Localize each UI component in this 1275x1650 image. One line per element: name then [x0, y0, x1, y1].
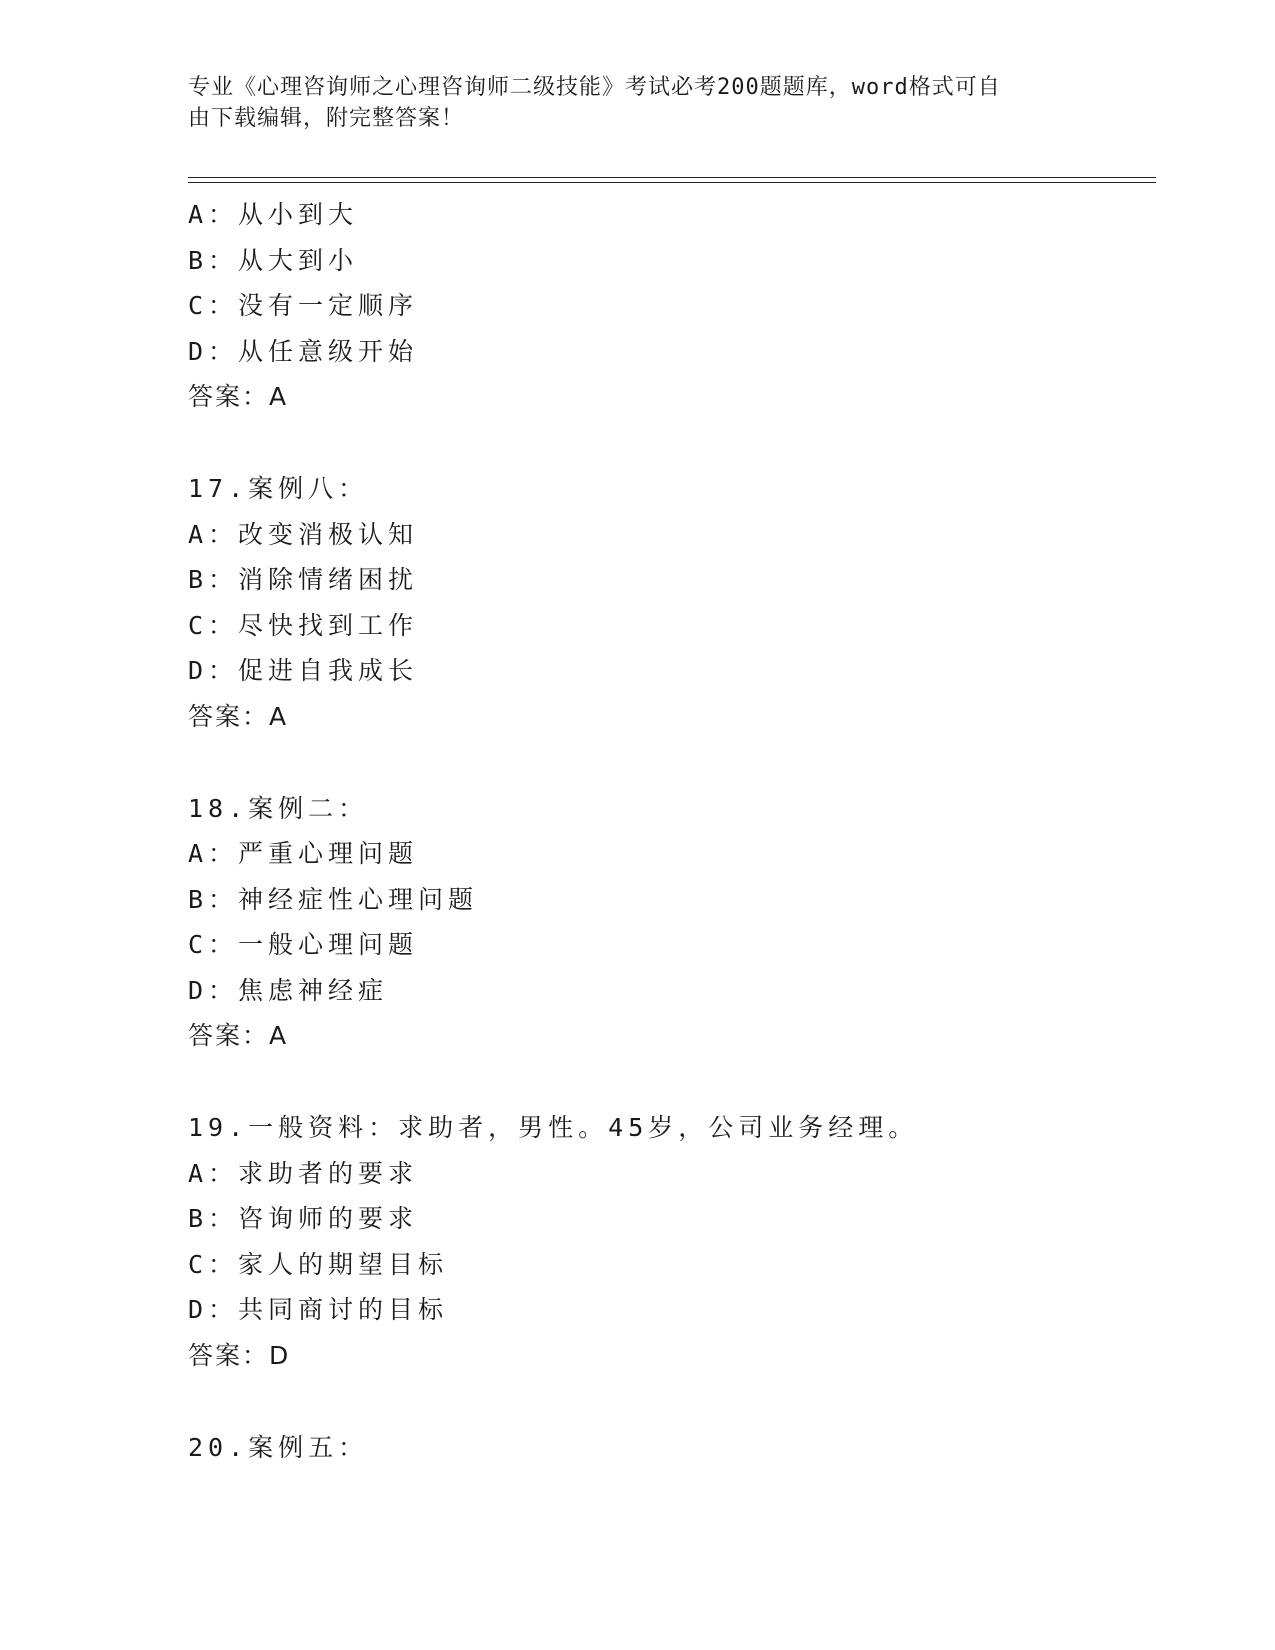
answer-line: 答案：D	[188, 1340, 291, 1370]
option-b: B：咨询师的要求	[188, 1204, 419, 1233]
spacer	[188, 1379, 1156, 1425]
option-a: A：从小到大	[188, 200, 359, 229]
question-block-17	[188, 466, 1156, 740]
header-line-2: 由下载编辑，附完整答案！	[188, 106, 465, 131]
spacer	[188, 420, 1156, 466]
header-divider-bottom	[188, 182, 1156, 183]
option-c: C：一般心理问题	[188, 930, 419, 959]
question-block-20	[188, 1425, 1156, 1471]
question-block-19	[188, 1105, 1156, 1379]
option-c: C：尽快找到工作	[188, 610, 419, 640]
question-stem: 17.案例八：	[188, 474, 369, 503]
spacer	[188, 1059, 1156, 1105]
question-stem: 18.案例二：	[188, 793, 369, 823]
question-list	[188, 192, 1156, 1470]
option-d: D：促进自我成长	[188, 656, 419, 685]
option-a: A：求助者的要求	[188, 1158, 419, 1188]
header-line-1: 专业《心理咨询师之心理咨询师二级技能》考试必考200题题库，word格式可自	[188, 75, 1001, 100]
question-stem: 20.案例五：	[188, 1432, 369, 1462]
spacer	[188, 740, 1156, 786]
option-d: D：焦虑神经症	[188, 975, 389, 1005]
option-b: B：消除情绪困扰	[188, 565, 419, 594]
option-a: A：严重心理问题	[188, 839, 419, 868]
option-b: B：神经症性心理问题	[188, 884, 479, 914]
answer-line: 答案：A	[188, 382, 289, 411]
option-a: A：改变消极认知	[188, 519, 419, 549]
question-block-18	[188, 786, 1156, 1060]
answer-line: 答案：A	[188, 1021, 289, 1050]
option-c: C：家人的期望目标	[188, 1249, 449, 1279]
document-header	[188, 72, 1068, 134]
question-stem: 19.一般资料：求助者，男性。45岁，公司业务经理。	[188, 1113, 919, 1142]
question-block-partial	[188, 192, 1156, 420]
header-divider-top	[188, 177, 1156, 178]
option-c: C：没有一定顺序	[188, 291, 419, 320]
answer-line: 答案：A	[188, 701, 289, 731]
option-d: D：从任意级开始	[188, 336, 419, 366]
option-b: B：从大到小	[188, 245, 359, 275]
option-d: D：共同商讨的目标	[188, 1295, 449, 1324]
